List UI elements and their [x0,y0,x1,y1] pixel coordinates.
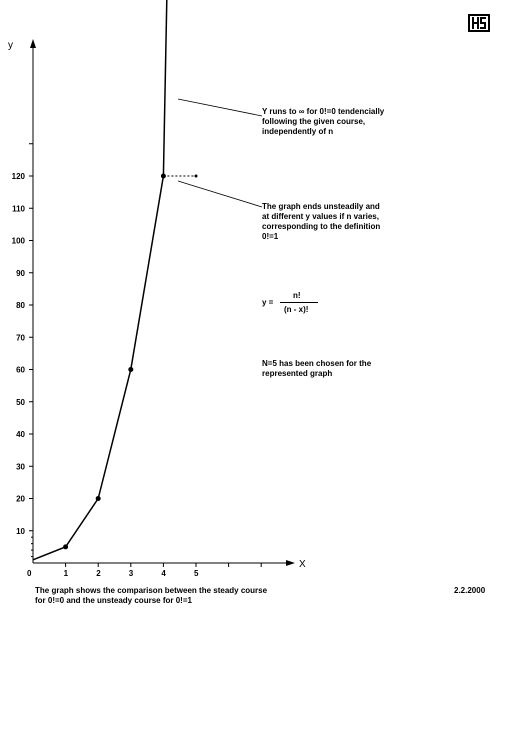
caption: The graph shows the comparison between the steady course for 0!=0 and the unsteady course for 0!=1 [35,586,268,605]
data-point [161,174,166,179]
y-tick-label: 50 [16,397,25,407]
y-tick-label: 120 [11,172,25,181]
y-tick-label: 60 [16,365,25,375]
y-tick-label: 70 [16,333,25,343]
x-tick-label: 0 [27,569,32,578]
x-tick-label: 4 [161,569,166,578]
y-tick-label: 100 [11,236,25,246]
data-point [128,367,133,372]
note-unsteady: The graph ends unsteadily and at different y values if n varies, corresponding to the definition 0!=1 [262,202,381,241]
y-tick-label: 40 [16,430,25,439]
note-n5: N=5 has been chosen for the represented graph [262,359,372,378]
x-axis-title: X [299,559,306,570]
date: 2.2.2000 [454,586,486,595]
y-axis-title: y [8,40,13,51]
continuation-line [163,0,171,176]
formula-numerator: n! [293,291,301,300]
x-axis-arrow [286,560,295,566]
leader-line-note1 [178,99,262,116]
x-tick-label: 5 [194,569,199,578]
y-tick-label: 10 [16,526,25,536]
x-tick-label: 1 [63,569,69,578]
y-tick-label: 30 [16,462,25,472]
dashed-marker-end [195,175,198,178]
y-tick-label: 80 [16,301,25,310]
data-point [63,544,68,549]
y-tick-label: 110 [12,204,25,214]
logo-icon [468,14,490,32]
data-point [96,496,101,501]
formula-lhs: y = [262,298,274,307]
leader-line-note2 [178,181,262,207]
formula-denominator: (n - x)! [284,305,309,314]
y-axis-arrow [30,39,36,48]
formula-fraction-bar [280,302,318,303]
series-line [33,176,163,560]
y-tick-label: 20 [16,494,25,504]
x-tick-label: 3 [128,569,134,578]
note-infinity: Y runs to ∞ for 0!=0 tendencially following the given course, independently of n [262,107,385,136]
x-tick-label: 2 [96,569,101,578]
y-tick-label: 90 [16,268,25,278]
